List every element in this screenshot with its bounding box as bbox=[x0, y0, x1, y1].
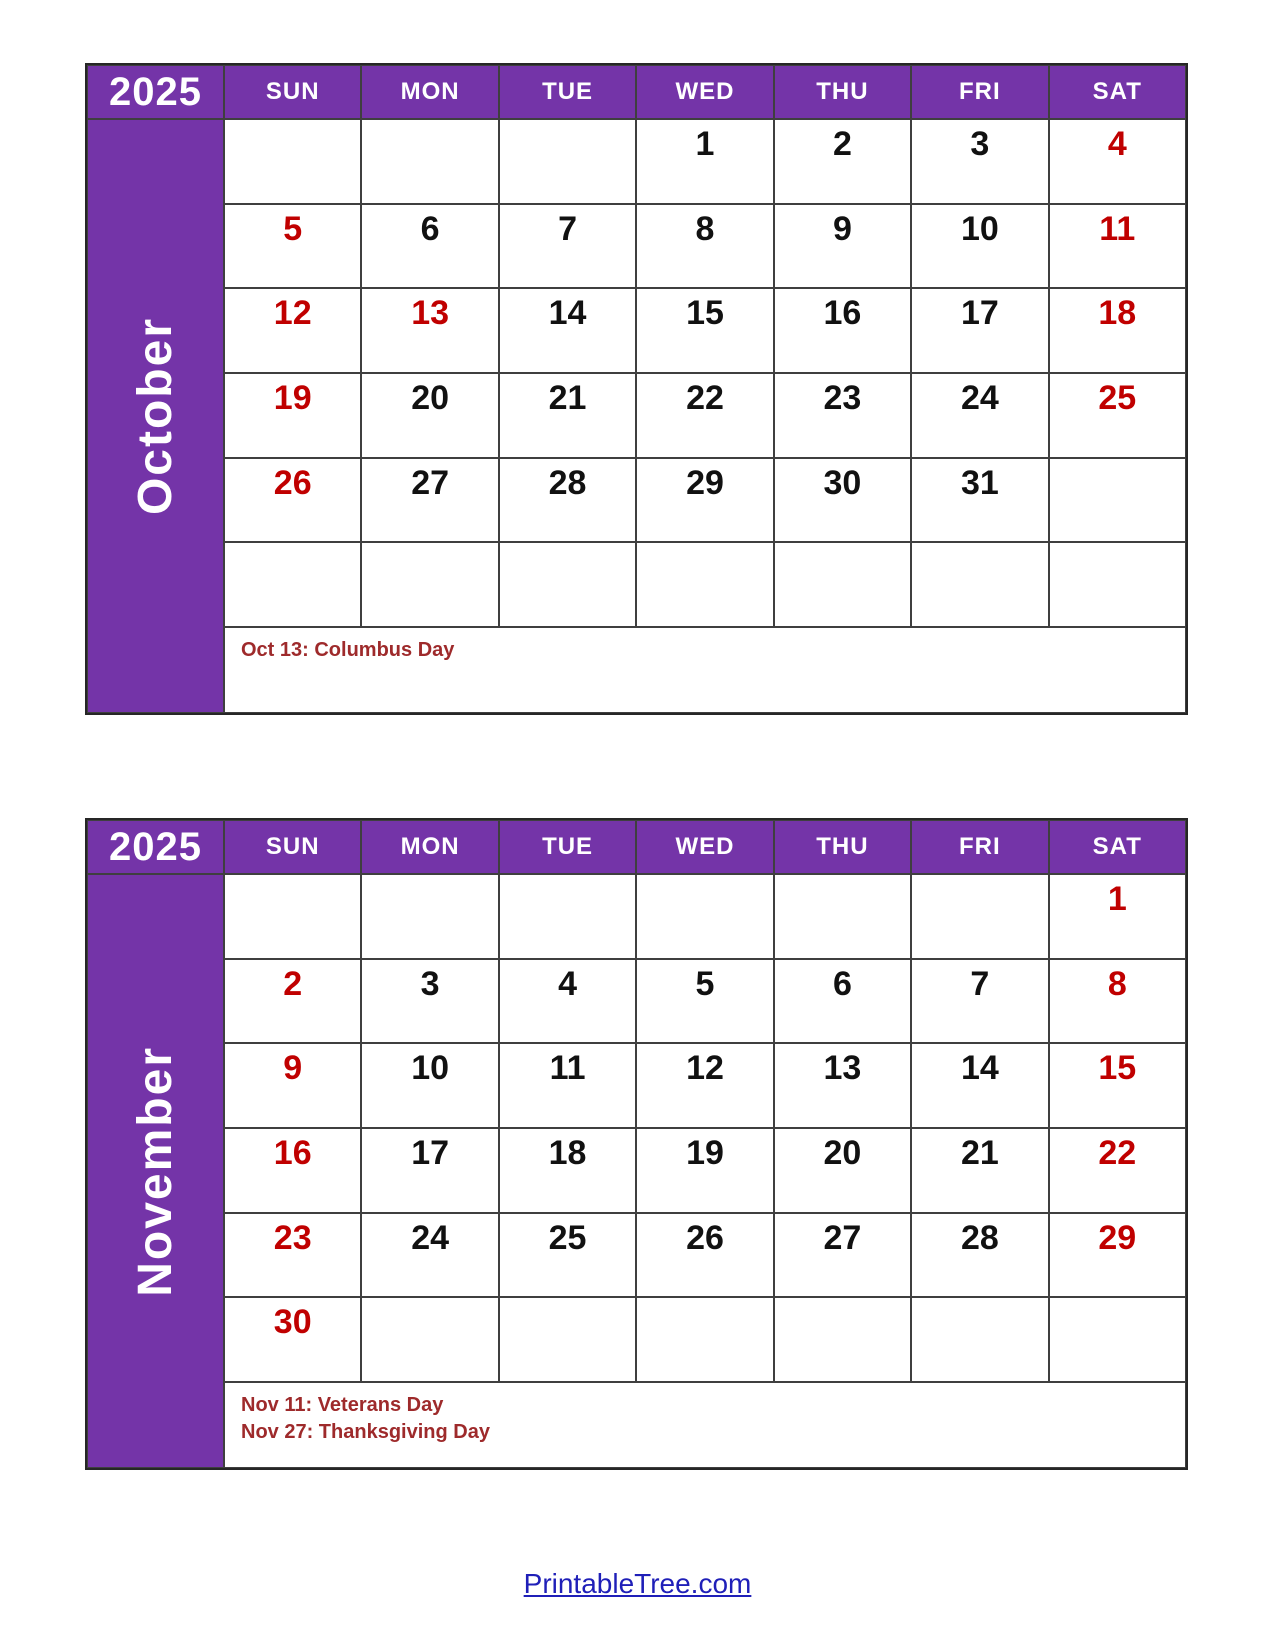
day-number: 22 bbox=[1098, 1133, 1137, 1172]
day-number: 20 bbox=[411, 378, 450, 417]
day-number: 16 bbox=[823, 294, 862, 333]
day-cell-october-18 bbox=[1049, 288, 1186, 373]
day-cell-november-3 bbox=[361, 959, 498, 1044]
day-number: 15 bbox=[686, 294, 724, 333]
weekday-header-sun: SUN bbox=[224, 820, 361, 874]
day-cell-november-12 bbox=[636, 1043, 773, 1128]
day-number: 25 bbox=[548, 1218, 587, 1257]
day-cell-october-29 bbox=[636, 458, 773, 543]
empty-day-cell bbox=[361, 542, 498, 627]
day-number: 19 bbox=[273, 378, 312, 417]
empty-day-cell bbox=[636, 542, 773, 627]
day-number: 7 bbox=[970, 964, 990, 1003]
month-label: November bbox=[129, 1045, 182, 1297]
day-number: 21 bbox=[548, 378, 587, 417]
day-cell-november-29 bbox=[1049, 1213, 1186, 1298]
day-number: 24 bbox=[960, 378, 999, 417]
holiday-note: Nov 11: Veterans Day bbox=[241, 1393, 444, 1416]
day-cell-november-8 bbox=[1049, 959, 1186, 1044]
day-cell-november-30 bbox=[224, 1297, 361, 1382]
empty-day-cell bbox=[499, 542, 636, 627]
empty-day-cell bbox=[224, 119, 361, 204]
empty-day-cell bbox=[224, 542, 361, 627]
day-cell-october-19 bbox=[224, 373, 361, 458]
day-number: 9 bbox=[283, 1049, 303, 1088]
empty-day-cell bbox=[636, 1297, 773, 1382]
day-number: 20 bbox=[823, 1133, 862, 1172]
day-cell-october-30 bbox=[774, 458, 911, 543]
day-cell-october-13 bbox=[361, 288, 498, 373]
weekday-header-tue: TUE bbox=[499, 65, 636, 119]
day-cell-october-10 bbox=[911, 204, 1048, 289]
day-cell-november-14 bbox=[911, 1043, 1048, 1128]
day-number: 3 bbox=[970, 125, 990, 163]
day-number: 6 bbox=[832, 964, 852, 1003]
empty-day-cell bbox=[499, 119, 636, 204]
empty-day-cell bbox=[774, 542, 911, 627]
year-label: 2025 bbox=[87, 65, 224, 119]
day-cell-november-11 bbox=[499, 1043, 636, 1128]
day-cell-november-18 bbox=[499, 1128, 636, 1213]
day-cell-november-19 bbox=[636, 1128, 773, 1213]
day-number: 19 bbox=[686, 1133, 724, 1172]
day-number: 23 bbox=[823, 378, 862, 417]
day-cell-october-23 bbox=[774, 373, 911, 458]
day-number: 8 bbox=[695, 209, 715, 248]
day-number: 6 bbox=[420, 209, 440, 248]
day-number: 3 bbox=[420, 964, 440, 1003]
day-number: 28 bbox=[548, 463, 587, 502]
day-number: 22 bbox=[686, 378, 724, 417]
day-number: 27 bbox=[823, 1218, 862, 1257]
empty-day-cell bbox=[1049, 458, 1186, 543]
day-number: 26 bbox=[273, 463, 312, 502]
day-number: 18 bbox=[548, 1133, 587, 1172]
day-cell-october-14 bbox=[499, 288, 636, 373]
day-number: 4 bbox=[558, 964, 578, 1003]
empty-day-cell bbox=[361, 119, 498, 204]
day-number: 12 bbox=[273, 294, 312, 333]
day-number: 16 bbox=[273, 1133, 312, 1172]
empty-day-cell bbox=[499, 874, 636, 959]
weekday-header-fri: FRI bbox=[911, 65, 1048, 119]
weekday-header-sun: SUN bbox=[224, 65, 361, 119]
day-cell-october-12 bbox=[224, 288, 361, 373]
day-cell-october-21 bbox=[499, 373, 636, 458]
day-number: 25 bbox=[1098, 378, 1137, 417]
day-cell-november-26 bbox=[636, 1213, 773, 1298]
weekday-header-mon: MON bbox=[361, 820, 498, 874]
day-cell-october-15 bbox=[636, 288, 773, 373]
day-cell-november-15 bbox=[1049, 1043, 1186, 1128]
day-cell-october-8 bbox=[636, 204, 773, 289]
day-number: 31 bbox=[960, 463, 999, 502]
day-number: 21 bbox=[960, 1133, 999, 1172]
empty-day-cell bbox=[361, 1297, 498, 1382]
day-number: 24 bbox=[411, 1218, 450, 1257]
day-number: 7 bbox=[558, 209, 578, 248]
calendar-october bbox=[85, 63, 1188, 715]
day-number: 17 bbox=[960, 294, 999, 333]
day-cell-november-20 bbox=[774, 1128, 911, 1213]
day-number: 14 bbox=[960, 1049, 999, 1088]
day-number: 10 bbox=[960, 209, 999, 248]
day-number: 14 bbox=[548, 294, 587, 333]
weekday-header-thu: THU bbox=[774, 820, 911, 874]
day-number: 1 bbox=[695, 125, 715, 163]
day-cell-october-11 bbox=[1049, 204, 1186, 289]
weekday-header-sat: SAT bbox=[1049, 65, 1186, 119]
day-cell-october-17 bbox=[911, 288, 1048, 373]
weekday-header-sat: SAT bbox=[1049, 820, 1186, 874]
day-cell-november-6 bbox=[774, 959, 911, 1044]
day-number: 11 bbox=[549, 1049, 586, 1088]
empty-day-cell bbox=[774, 874, 911, 959]
day-number: 13 bbox=[411, 294, 450, 333]
day-number: 17 bbox=[411, 1133, 450, 1172]
empty-day-cell bbox=[361, 874, 498, 959]
holiday-notes bbox=[224, 1382, 1186, 1468]
day-number: 26 bbox=[686, 1218, 724, 1257]
day-cell-november-1 bbox=[1049, 874, 1186, 959]
day-cell-october-27 bbox=[361, 458, 498, 543]
day-number: 12 bbox=[686, 1049, 724, 1088]
day-number: 8 bbox=[1107, 964, 1127, 1003]
day-cell-october-5 bbox=[224, 204, 361, 289]
month-sidebar bbox=[87, 119, 224, 713]
day-cell-october-9 bbox=[774, 204, 911, 289]
day-cell-november-13 bbox=[774, 1043, 911, 1128]
day-cell-october-4 bbox=[1049, 119, 1186, 204]
day-cell-october-3 bbox=[911, 119, 1048, 204]
day-cell-november-4 bbox=[499, 959, 636, 1044]
empty-day-cell bbox=[911, 874, 1048, 959]
footer bbox=[0, 1568, 1275, 1600]
month-sidebar bbox=[87, 874, 224, 1468]
weekday-header-fri: FRI bbox=[911, 820, 1048, 874]
calendar-november bbox=[85, 818, 1188, 1470]
day-number: 5 bbox=[283, 209, 303, 248]
day-cell-november-17 bbox=[361, 1128, 498, 1213]
day-cell-october-28 bbox=[499, 458, 636, 543]
day-cell-november-16 bbox=[224, 1128, 361, 1213]
day-cell-november-10 bbox=[361, 1043, 498, 1128]
day-cell-october-22 bbox=[636, 373, 773, 458]
day-cell-november-7 bbox=[911, 959, 1048, 1044]
day-number: 5 bbox=[695, 964, 715, 1003]
day-number: 15 bbox=[1098, 1049, 1137, 1088]
day-number: 18 bbox=[1098, 294, 1137, 333]
day-number: 29 bbox=[1098, 1218, 1137, 1257]
weekday-header-thu: THU bbox=[774, 65, 911, 119]
day-number: 23 bbox=[273, 1218, 312, 1257]
empty-day-cell bbox=[636, 874, 773, 959]
day-cell-october-2 bbox=[774, 119, 911, 204]
weekday-header-tue: TUE bbox=[499, 820, 636, 874]
day-cell-november-28 bbox=[911, 1213, 1048, 1298]
holiday-note: Nov 27: Thanksgiving Day bbox=[241, 1420, 490, 1443]
empty-day-cell bbox=[911, 542, 1048, 627]
day-cell-november-27 bbox=[774, 1213, 911, 1298]
weekday-header-mon: MON bbox=[361, 65, 498, 119]
day-number: 27 bbox=[411, 463, 450, 502]
empty-day-cell bbox=[1049, 542, 1186, 627]
day-cell-november-23 bbox=[224, 1213, 361, 1298]
day-cell-november-25 bbox=[499, 1213, 636, 1298]
day-cell-november-9 bbox=[224, 1043, 361, 1128]
day-cell-october-16 bbox=[774, 288, 911, 373]
day-cell-october-25 bbox=[1049, 373, 1186, 458]
empty-day-cell bbox=[1049, 1297, 1186, 1382]
weekday-header-wed: WED bbox=[636, 820, 773, 874]
day-number: 4 bbox=[1107, 125, 1127, 163]
day-number: 10 bbox=[411, 1049, 450, 1088]
day-number: 11 bbox=[1099, 209, 1136, 248]
day-cell-november-21 bbox=[911, 1128, 1048, 1213]
day-cell-november-22 bbox=[1049, 1128, 1186, 1213]
day-cell-november-2 bbox=[224, 959, 361, 1044]
day-cell-october-26 bbox=[224, 458, 361, 543]
day-number: 29 bbox=[686, 463, 724, 502]
day-cell-november-24 bbox=[361, 1213, 498, 1298]
day-number: 9 bbox=[832, 209, 852, 248]
holiday-note: Oct 13: Columbus Day bbox=[241, 638, 455, 661]
day-cell-october-7 bbox=[499, 204, 636, 289]
day-number: 2 bbox=[832, 125, 852, 163]
holiday-notes bbox=[224, 627, 1186, 713]
weekday-header-wed: WED bbox=[636, 65, 773, 119]
month-label: October bbox=[129, 316, 182, 515]
year-label: 2025 bbox=[87, 820, 224, 874]
day-number: 30 bbox=[273, 1303, 312, 1342]
day-number: 28 bbox=[960, 1218, 999, 1257]
day-cell-october-1 bbox=[636, 119, 773, 204]
day-number: 13 bbox=[823, 1049, 862, 1088]
day-cell-october-24 bbox=[911, 373, 1048, 458]
day-cell-october-20 bbox=[361, 373, 498, 458]
day-cell-october-6 bbox=[361, 204, 498, 289]
day-cell-october-31 bbox=[911, 458, 1048, 543]
day-number: 1 bbox=[1107, 880, 1127, 918]
day-cell-november-5 bbox=[636, 959, 773, 1044]
empty-day-cell bbox=[499, 1297, 636, 1382]
day-number: 30 bbox=[823, 463, 862, 502]
day-number: 2 bbox=[283, 964, 303, 1003]
printabletree-link[interactable]: PrintableTree.com bbox=[523, 1568, 752, 1599]
empty-day-cell bbox=[224, 874, 361, 959]
empty-day-cell bbox=[911, 1297, 1048, 1382]
empty-day-cell bbox=[774, 1297, 911, 1382]
